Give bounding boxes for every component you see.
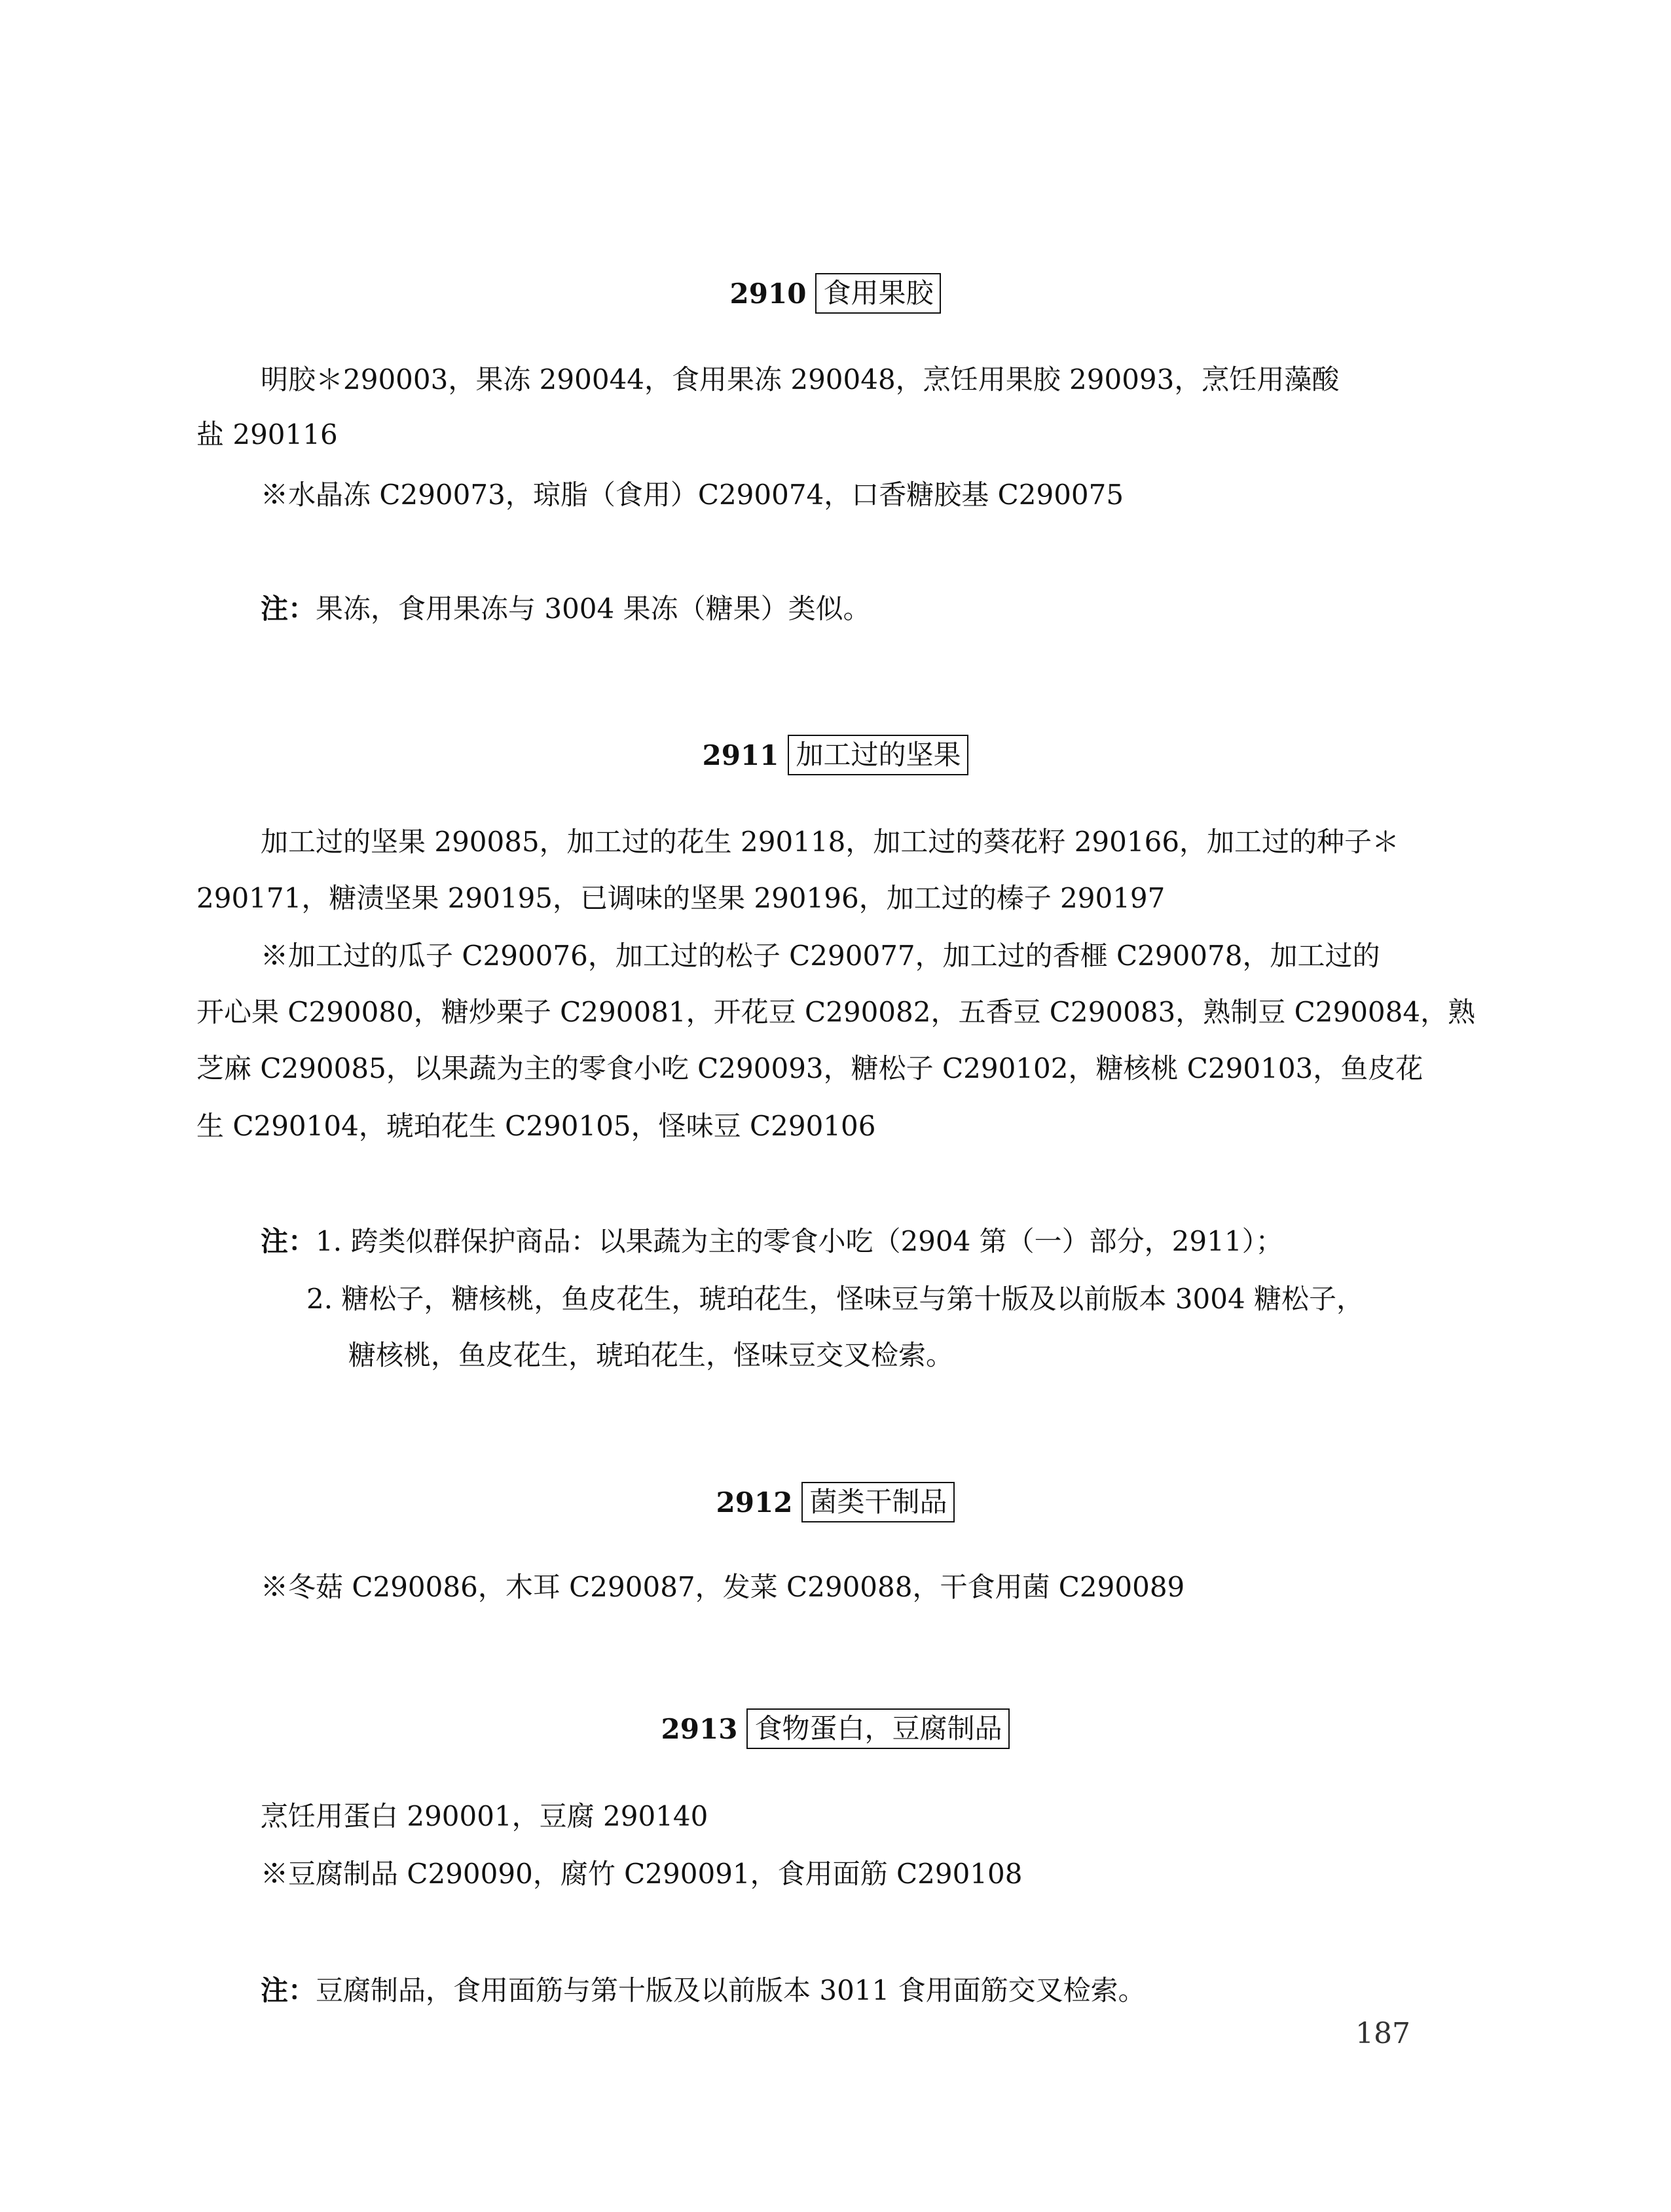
note-line [0,1964,1671,2017]
body-line: ※豆腐制品 C290090，腐竹 C290091，食用面筋 C290108 [261,1858,1023,1890]
body-line: 明胶＊290003，果冻 290044，食用果冻 290048，烹饪用果胶 290093，烹饪用藻酸 [261,363,1340,396]
section-number: 2911 [702,739,779,771]
body-line: ※水晶冻 C290073，琼脂（食用）C290074，口香糖胶基 C290075 [261,479,1124,511]
section-title: 菌类干制品 [801,1482,955,1522]
body-line: 生 C290104，琥珀花生 C290105，怪味豆 C290106 [196,1110,876,1142]
note-label: 注： [261,593,316,625]
section-title: 食物蛋白，豆腐制品 [746,1708,1010,1749]
note-line: 2. 糖松子，糖核桃，鱼皮花生，琥珀花生，怪味豆与第十版及以前版本 3004 糖松子， [306,1283,1365,1315]
section-number: 2913 [661,1712,738,1745]
section-heading-2910 [0,267,1671,320]
section-title: 食用果胶 [815,273,941,314]
section-heading-2913 [0,1703,1671,1755]
body-line: 290171，糖渍坚果 290195，已调味的坚果 290196，加工过的榛子 290197 [196,882,1166,914]
body-line: 加工过的坚果 290085，加工过的花生 290118，加工过的葵花籽 290166，加工过的种子＊ [261,826,1400,858]
note-line [0,583,1671,635]
section-title: 加工过的坚果 [788,735,968,775]
page-number: 187 [1355,2017,1410,2050]
body-line: 芝麻 C290085，以果蔬为主的零食小吃 C290093，糖松子 C290102，糖核桃 C290103，鱼皮花 [196,1052,1423,1084]
section-number: 2912 [716,1486,793,1519]
note-label: 注： [261,1974,316,2006]
body-line: 烹饪用蛋白 290001，豆腐 290140 [261,1800,708,1832]
note-label: 注： [261,1225,316,1257]
note-text: 豆腐制品，食用面筋与第十版及以前版本 3011 食用面筋交叉检索。 [316,1974,1146,2006]
note-text: 果冻，食用果冻与 3004 果冻（糖果）类似。 [316,593,871,625]
note-text: 1. 跨类似群保护商品：以果蔬为主的零食小吃（2904 第（一）部分，2911）； [316,1225,1283,1257]
note-line [0,1215,1671,1268]
section-heading-2912 [0,1476,1671,1528]
body-line: 开心果 C290080，糖炒栗子 C290081，开花豆 C290082，五香豆 C290083，熟制豆 C290084，熟 [196,996,1476,1028]
body-line: ※加工过的瓜子 C290076，加工过的松子 C290077，加工过的香榧 C290078，加工过的 [261,940,1380,972]
note-line: 糖核桃，鱼皮花生，琥珀花生，怪味豆交叉检索。 [348,1339,954,1371]
body-line: ※冬菇 C290086，木耳 C290087，发菜 C290088，干食用菌 C290089 [261,1571,1185,1603]
body-line: 盐 290116 [196,418,338,451]
section-number: 2910 [729,277,807,310]
section-heading-2911 [0,729,1671,781]
